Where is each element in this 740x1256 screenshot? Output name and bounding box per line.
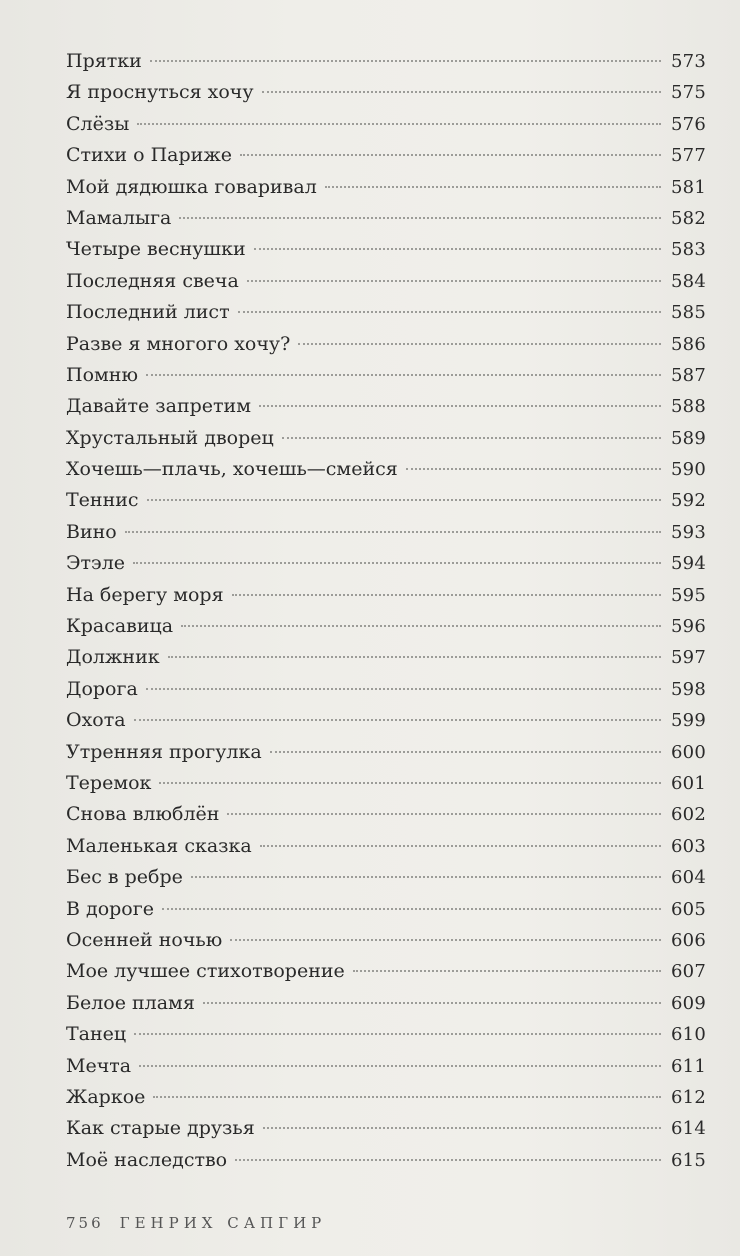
dot-leader [146,688,661,690]
toc-entry-title: Хрустальный дворец [66,426,274,449]
dot-leader [353,970,661,972]
toc-entry-title: Красавица [66,615,174,638]
toc-entry [66,46,706,77]
toc-entry [66,611,706,642]
toc-entry-title: В дороге [66,897,154,920]
toc-entry-title: Хочешь—плачь, хочешь—смейся [66,458,398,481]
toc-entry-page-number: 605 [671,898,706,920]
toc-entry [66,454,706,485]
toc-entry-page-number: 573 [671,51,706,72]
toc-entry-title: Мечта [66,1054,132,1077]
toc-entry [66,77,706,108]
toc-entry-title: Четыре веснушки [66,238,246,261]
dot-leader [153,1096,661,1098]
dot-leader [240,154,661,156]
toc-entry-title: Дорога [66,677,138,700]
toc-entry-title: Маленькая сказка [66,834,252,857]
footer-page-number: 756 [66,1214,104,1232]
dot-leader [298,343,661,345]
toc-entry-page-number: 585 [671,302,706,324]
toc-entry-page-number: 610 [671,1024,706,1046]
toc-entry-page-number: 587 [671,364,706,386]
toc-entry-title: Мое лучшее стихотворение [66,960,345,983]
toc-entry-title: Вино [66,520,117,543]
toc-entry-title: Должник [66,646,160,669]
toc-entry-title: Танец [66,1023,127,1046]
toc-entry-title: Стихи о Париже [66,144,233,167]
toc-entry-page-number: 584 [671,270,706,292]
toc-entry-page-number: 593 [671,521,706,543]
toc-entry-page-number: 607 [671,961,706,983]
dot-leader [259,405,661,407]
dot-leader [325,186,661,188]
dot-leader [270,751,661,753]
toc-entry-title: Последний лист [66,301,230,324]
toc-entry [66,956,706,987]
dot-leader [260,845,661,847]
dot-leader [134,1033,661,1035]
dot-leader [282,437,661,439]
toc-entry [66,1145,706,1176]
toc-entry [66,737,706,768]
dot-leader [235,1159,661,1161]
dot-leader [146,374,661,376]
toc-entry-title: Давайте запретим [66,395,251,418]
toc-entry [66,1082,706,1113]
toc-entry [66,580,706,611]
toc-entry-title: Моё наследство [66,1148,228,1171]
toc-entry-page-number: 599 [671,710,706,732]
dot-leader [181,625,661,627]
dot-leader [179,217,661,219]
dot-leader [137,123,661,125]
toc-entry [66,485,706,516]
toc-entry [66,705,706,736]
toc-entry-title: Разве я многого хочу? [66,332,291,355]
toc-entry-page-number: 603 [671,835,706,857]
toc-entry-page-number: 601 [671,772,706,794]
toc-entry [66,1051,706,1082]
dot-leader [262,91,661,93]
toc-entry-title: Охота [66,709,126,732]
toc-entry-page-number: 583 [671,239,706,261]
toc-entry-title: Жаркое [66,1085,146,1108]
toc-entry-page-number: 581 [671,176,706,198]
dot-leader [232,594,661,596]
toc-entry-page-number: 576 [671,113,706,135]
toc-entry [66,203,706,234]
dot-leader [227,813,661,815]
dot-leader [203,1002,661,1004]
dot-leader [134,719,661,721]
toc-entry-title: Белое пламя [66,991,195,1014]
toc-entry-title: Утренняя прогулка [66,740,262,763]
toc-entry [66,1019,706,1050]
toc-entry-page-number: 597 [671,647,706,669]
toc-entry [66,234,706,265]
dot-leader [150,60,661,62]
toc-entry-title: Теремок [66,771,152,794]
running-footer [66,1214,326,1232]
toc-entry-title: Мамалыга [66,206,172,229]
toc-entry [66,109,706,140]
toc-entry-page-number: 604 [671,867,706,889]
dot-leader [168,656,661,658]
toc-entry-title: Я проснуться хочу [66,81,254,104]
toc-entry-page-number: 586 [671,333,706,355]
toc-entry-page-number: 606 [671,929,706,951]
dot-leader [133,562,661,564]
toc-entry [66,548,706,579]
toc-entry [66,517,706,548]
toc-entry-page-number: 614 [671,1118,706,1140]
toc-entry [66,266,706,297]
toc-entry-page-number: 596 [671,616,706,638]
toc-entry-title: Осенней ночью [66,928,223,951]
toc-entry-page-number: 582 [671,207,706,229]
toc-entry [66,423,706,454]
dot-leader [238,311,661,313]
dot-leader [230,939,661,941]
dot-leader [139,1065,661,1067]
toc-entry-title: Теннис [66,489,139,512]
toc-entry-title: Бес в ребре [66,866,183,889]
toc-entry-page-number: 600 [671,741,706,763]
toc-entry-page-number: 615 [671,1149,706,1171]
toc-entry [66,799,706,830]
toc-entry-page-number: 575 [671,82,706,104]
toc-entry [66,925,706,956]
dot-leader [191,876,661,878]
toc-entry [66,360,706,391]
dot-leader [162,908,661,910]
toc-entry-page-number: 602 [671,804,706,826]
toc-entry-page-number: 577 [671,145,706,167]
dot-leader [125,531,661,533]
toc-entry-title: Помню [66,363,138,386]
toc-entry [66,894,706,925]
toc-entry [66,642,706,673]
toc-entry [66,1113,706,1144]
toc-entry-page-number: 590 [671,459,706,481]
toc-entry-page-number: 594 [671,553,706,575]
dot-leader [254,248,661,250]
toc-entry [66,297,706,328]
toc-entry-title: Мой дядюшка говаривал [66,175,317,198]
footer-author: ГЕНРИХ САПГИР [119,1214,327,1232]
dot-leader [406,468,661,470]
toc-entry-page-number: 611 [671,1055,706,1077]
toc-entry [66,988,706,1019]
toc-entry [66,329,706,360]
toc-entry-title: Этэле [66,552,126,575]
toc-entry-page-number: 588 [671,396,706,418]
toc-entry-page-number: 598 [671,678,706,700]
toc-entry [66,862,706,893]
toc-entry-title: Слёзы [66,112,130,135]
toc-entry-page-number: 609 [671,992,706,1014]
toc-entry-title: Как старые друзья [66,1117,255,1140]
toc-entry-page-number: 592 [671,490,706,512]
toc-entry [66,140,706,171]
toc-entry [66,391,706,422]
toc-entry-title: Снова влюблён [66,803,220,826]
table-of-contents [66,46,706,1176]
toc-entry [66,172,706,203]
dot-leader [159,782,661,784]
toc-entry-title: Прятки [66,50,142,72]
toc-entry-page-number: 612 [671,1086,706,1108]
dot-leader [147,499,661,501]
toc-entry-page-number: 595 [671,584,706,606]
toc-entry [66,768,706,799]
toc-entry-page-number: 589 [671,427,706,449]
toc-entry [66,674,706,705]
toc-entry [66,831,706,862]
dot-leader [263,1127,661,1129]
dot-leader [247,280,661,282]
toc-entry-title: Последняя свеча [66,269,239,292]
toc-entry-title: На берегу моря [66,583,224,606]
